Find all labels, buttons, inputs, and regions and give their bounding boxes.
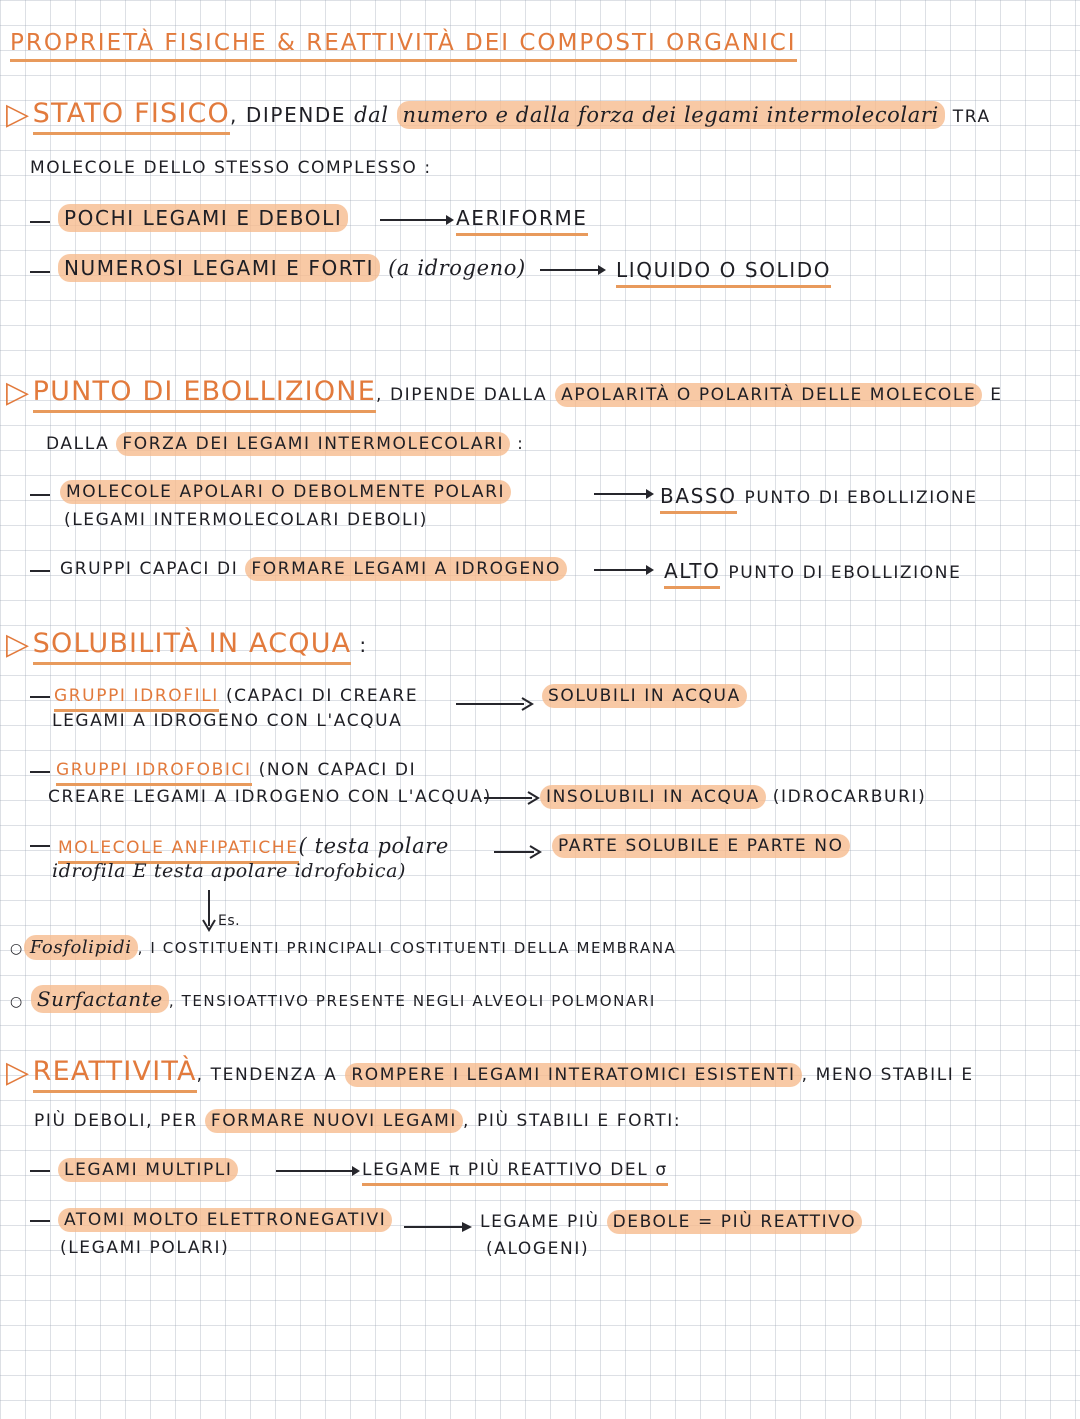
result-text: LEGAME PIÙ bbox=[480, 1212, 600, 1232]
arrow-right-icon bbox=[456, 697, 534, 711]
triangle-bullet-icon: ▷ bbox=[6, 1055, 31, 1090]
ebollizione-item2-result bbox=[664, 561, 961, 582]
example-highlight: Fosfolipidi bbox=[24, 935, 138, 960]
anfipatiche-result bbox=[552, 838, 850, 855]
example-text: , I COSTITUENTI PRINCIPALI COSTITUENTI DELLA MEMBRANA bbox=[137, 939, 677, 957]
result-text: PUNTO DI EBOLLIZIONE bbox=[744, 488, 978, 508]
arrow-right-icon bbox=[594, 487, 654, 501]
triangle-bullet-icon: ▷ bbox=[6, 375, 31, 410]
highlight-text: INSOLUBILI IN ACQUA bbox=[540, 785, 766, 809]
section-ebollizione-heading-line bbox=[6, 375, 1003, 410]
idrofili-label: GRUPPI IDROFILI bbox=[54, 686, 219, 712]
ebollizione-item1-sub: (LEGAMI INTERMOLECOLARI DEBOLI) bbox=[64, 510, 428, 530]
highlight-text: POCHI LEGAMI E DEBOLI bbox=[58, 204, 348, 232]
page-title bbox=[10, 32, 797, 55]
reattivita-item1-result bbox=[362, 1162, 668, 1179]
stato-item1-result bbox=[456, 208, 588, 228]
section-intro-highlight: ROMPERE I LEGAMI INTERATOMICI ESISTENTI bbox=[345, 1063, 801, 1087]
section-intro: , TENDENZA A bbox=[196, 1065, 338, 1085]
dash-bullet-icon bbox=[30, 494, 50, 496]
highlight-text: FORMARE LEGAMI A IDROGENO bbox=[245, 557, 567, 581]
anfipatiche-desc2: idrofila E testa apolare idrofobica) bbox=[52, 860, 407, 882]
arrow-right-icon bbox=[380, 213, 454, 227]
line2-highlight: FORZA DEI LEGAMI INTERMOLECOLARI bbox=[116, 432, 510, 456]
example-highlight: Surfactante bbox=[31, 985, 169, 1013]
dash-bullet-icon bbox=[30, 771, 50, 773]
result-text: PUNTO DI EBOLLIZIONE bbox=[728, 563, 962, 583]
anfipatiche-desc1: ( testa polare bbox=[298, 834, 449, 858]
idrofobici-desc2: CREARE LEGAMI A IDROGENO CON L'ACQUA) bbox=[48, 787, 492, 807]
es-label: Es. bbox=[218, 913, 241, 929]
highlight-text: DEBOLE = PIÙ REATTIVO bbox=[607, 1210, 863, 1234]
reattivita-line2 bbox=[34, 1113, 681, 1130]
arrow-right-icon bbox=[484, 791, 540, 805]
section-intro-highlight: numero e dalla forza dei legami intermolecolari bbox=[397, 101, 945, 129]
heading-colon: : bbox=[359, 633, 368, 657]
section-stato-heading-line bbox=[6, 97, 991, 132]
reattivita-item2-cause bbox=[58, 1212, 392, 1229]
result-text: LEGAME π PIÙ REATTIVO DEL σ bbox=[362, 1160, 668, 1186]
triangle-bullet-icon: ▷ bbox=[6, 97, 31, 132]
ebollizione-item2-cause bbox=[60, 561, 567, 578]
page-title-text: PROPRIETÀ FISICHE & REATTIVITÀ DEI COMPOSTI ORGANICI bbox=[10, 30, 797, 62]
anfipatiche-label: MOLECOLE ANFIPATICHE bbox=[58, 838, 299, 864]
circle-bullet-icon: ○ bbox=[10, 941, 24, 957]
stato-item1-cause bbox=[58, 208, 348, 228]
arrow-right-icon bbox=[494, 845, 544, 859]
reattivita-item2-sub: (LEGAMI POLARI) bbox=[60, 1238, 230, 1258]
section-heading: STATO FISICO bbox=[33, 98, 230, 135]
line2-start: PIÙ DEBOLI, PER bbox=[34, 1111, 198, 1131]
stato-item2-cause bbox=[58, 258, 526, 279]
section-reattivita-heading-line bbox=[6, 1055, 974, 1090]
dash-bullet-icon bbox=[30, 1220, 50, 1222]
dash-bullet-icon bbox=[30, 221, 50, 223]
highlight-text: NUMEROSI LEGAMI E FORTI bbox=[58, 254, 380, 282]
idrofili-desc2: LEGAMI A IDROGENO CON L'ACQUA bbox=[52, 711, 403, 731]
idrofili-desc1: (CAPACI DI CREARE bbox=[225, 686, 419, 706]
dash-bullet-icon bbox=[30, 570, 50, 572]
section-solubilita-heading-line bbox=[6, 627, 368, 662]
idrofobici-line1 bbox=[56, 762, 416, 779]
line2-highlight: FORMARE NUOVI LEGAMI bbox=[205, 1109, 463, 1133]
section-intro-end: E bbox=[990, 385, 1003, 405]
section-intro: , DIPENDE DALLA bbox=[375, 385, 548, 405]
idrofobici-label: GRUPPI IDROFOBICI bbox=[56, 760, 252, 786]
highlight-text: PARTE SOLUBILE E PARTE NO bbox=[552, 834, 850, 858]
arrow-right-icon bbox=[404, 1220, 472, 1234]
ebollizione-line2 bbox=[46, 436, 524, 453]
idrofili-result bbox=[542, 688, 747, 705]
section-intro-word: dal bbox=[354, 103, 389, 127]
dash-bullet-icon bbox=[30, 696, 50, 698]
line2-end: , PIÙ STABILI E FORTI: bbox=[463, 1111, 682, 1131]
arrow-right-icon bbox=[540, 263, 606, 277]
dash-bullet-icon bbox=[30, 271, 50, 273]
line2-end: : bbox=[517, 434, 525, 454]
reattivita-item1-cause bbox=[58, 1162, 238, 1179]
result-key: ALTO bbox=[664, 559, 720, 589]
reattivita-item2-result bbox=[480, 1214, 862, 1231]
cause-text: GRUPPI CAPACI DI bbox=[60, 559, 239, 579]
dash-bullet-icon bbox=[30, 1170, 50, 1172]
note-text: (a idrogeno) bbox=[388, 256, 526, 280]
highlight-text: MOLECOLE APOLARI O DEBOLMENTE POLARI bbox=[60, 480, 511, 504]
reattivita-item2-result-sub: (ALOGENI) bbox=[486, 1239, 590, 1259]
result-text: AERIFORME bbox=[456, 206, 588, 236]
idrofili-line1 bbox=[54, 688, 418, 705]
ebollizione-item1-result bbox=[660, 486, 978, 507]
highlight-text: ATOMI MOLTO ELETTRONEGATIVI bbox=[58, 1208, 392, 1232]
example-item-2 bbox=[10, 989, 656, 1010]
idrofobici-note: (IDROCARBURI) bbox=[772, 787, 927, 807]
ebollizione-item1-cause bbox=[60, 484, 511, 501]
arrow-down-icon bbox=[202, 890, 216, 934]
idrofobici-desc1: (NON CAPACI DI bbox=[258, 760, 417, 780]
section-intro: , DIPENDE bbox=[230, 103, 347, 127]
section-intro-highlight: APOLARITÀ O POLARITÀ DELLE MOLECOLE bbox=[555, 383, 982, 407]
section-intro-end: , MENO STABILI E bbox=[801, 1065, 974, 1085]
arrow-right-icon bbox=[594, 563, 654, 577]
line2-start: DALLA bbox=[46, 434, 110, 454]
example-text: , TENSIOATTIVO PRESENTE NEGLI ALVEOLI POLMONARI bbox=[168, 992, 656, 1010]
circle-bullet-icon: ○ bbox=[10, 994, 24, 1010]
arrow-right-icon bbox=[276, 1164, 360, 1178]
stato-item2-result bbox=[616, 260, 831, 280]
stato-line2: MOLECOLE DELLO STESSO COMPLESSO : bbox=[30, 158, 432, 178]
idrofobici-result bbox=[540, 789, 926, 806]
highlight-text: LEGAMI MULTIPLI bbox=[58, 1158, 238, 1182]
example-item-1 bbox=[10, 939, 677, 957]
section-intro-end: TRA bbox=[952, 107, 991, 127]
triangle-bullet-icon: ▷ bbox=[6, 627, 31, 662]
result-text: LIQUIDO O SOLIDO bbox=[616, 258, 831, 288]
section-heading: REATTIVITÀ bbox=[33, 1056, 197, 1093]
result-key: BASSO bbox=[660, 484, 737, 514]
section-heading: PUNTO DI EBOLLIZIONE bbox=[33, 376, 376, 413]
section-heading: SOLUBILITÀ IN ACQUA bbox=[33, 628, 352, 665]
dash-bullet-icon bbox=[30, 845, 50, 847]
highlight-text: SOLUBILI IN ACQUA bbox=[542, 684, 747, 708]
anfipatiche-line1 bbox=[58, 836, 449, 857]
